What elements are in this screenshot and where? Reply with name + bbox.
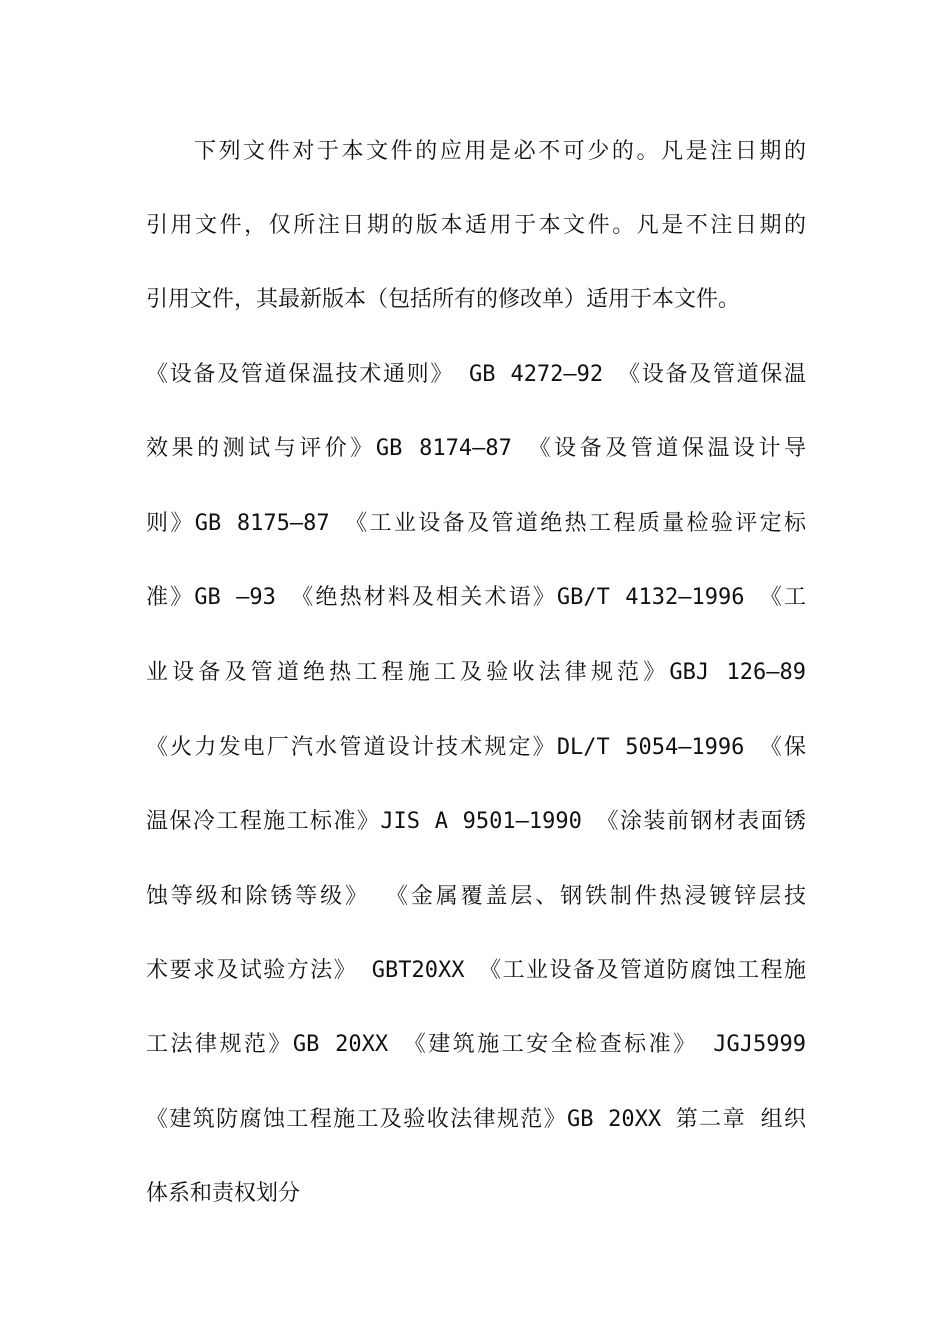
reference-line-8: 蚀等级和除锈等级》 《金属覆盖层、钢铁制件热浸镀锌层技 [146, 884, 806, 909]
reference-line-1: 《设备及管道保温技术通则》 GB 4272—92 《设备及管道保温 [146, 362, 806, 387]
reference-line-7: 温保冷工程施工标准》JIS A 9501—1990 《涂装前钢材表面锈 [146, 809, 806, 834]
reference-line-10: 工法律规范》GB 20XX 《建筑施工安全检查标准》 JGJ5999 [146, 1032, 806, 1057]
paragraph-line-3: 引用文件，其最新版本（包括所有的修改单）适用于本文件。 [146, 287, 741, 312]
reference-line-11: 《建筑防腐蚀工程施工及验收法律规范》GB 20XX 第二章 组织 [146, 1107, 806, 1132]
reference-line-9: 术要求及试验方法》 GBT20XX 《工业设备及管道防腐蚀工程施 [146, 958, 806, 983]
paragraph-line-2: 引用文件，仅所注日期的版本适用于本文件。凡是不注日期的 [146, 213, 806, 238]
paragraph-line-1: 下列文件对于本文件的应用是必不可少的。凡是注日期的 [194, 139, 806, 164]
reference-line-5: 业设备及管道绝热工程施工及验收法律规范》GBJ 126—89 [146, 660, 806, 685]
reference-line-3: 则》GB 8175—87 《工业设备及管道绝热工程质量检验评定标 [146, 511, 806, 536]
chapter-heading-line: 体系和责权划分 [146, 1181, 301, 1206]
reference-line-6: 《火力发电厂汽水管道设计技术规定》DL/T 5054—1996 《保 [146, 735, 806, 760]
reference-line-2: 效果的测试与评价》GB 8174—87 《设备及管道保温设计导 [146, 436, 806, 461]
reference-line-4: 准》GB —93 《绝热材料及相关术语》GB/T 4132—1996 《工 [146, 585, 806, 610]
